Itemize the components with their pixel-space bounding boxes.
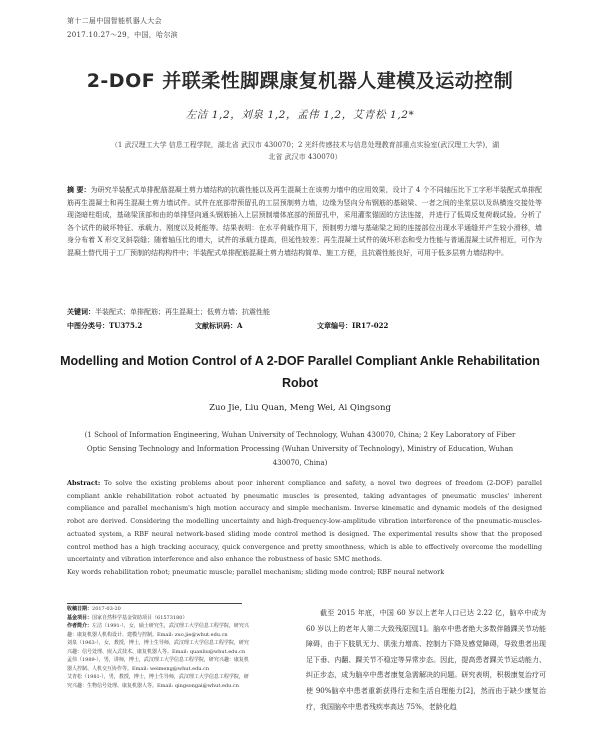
footnote-text: 刘泉（1963-），女，教授，博士，博士生导师，武汉理工大学信息工程学院，研究兴趣：信号处理、嵌入式技术、康复机器人等。Email: quanliu@whut.edu.cn xyxy=(67,640,249,655)
footnote-text: 2017-03-20 xyxy=(92,606,121,612)
title-cn: 2-DOF 并联柔性脚踝康复机器人建模及运动控制 xyxy=(86,70,514,92)
affiliation-en: (1 School of Information Engineering, Wuhan University of Technology, Wuhan 430070, China; 2 Key Laboratory of Fiber Optic Sensing Technology and Information Processing (Wuhan University of Technology), Ministry of Education, Wuhan 430070, China) xyxy=(84,431,516,467)
conference-name: 第十二届中国智能机器人大会 xyxy=(67,17,162,25)
footnote-text: 国家自然科学基金资助项目（61573180） xyxy=(92,614,188,621)
footnote xyxy=(67,656,250,673)
conference-date-place: 2017.10.27～29，中国，哈尔滨 xyxy=(67,31,178,39)
clc-value: TU375.2 xyxy=(109,321,143,330)
doc-code xyxy=(195,320,242,332)
footnote-text: 孟伟（1989-），男，讲师，博士，武汉理工大学信息工程学院，研究兴趣：康复机器人控制、人机交互协作等。Email: weimeng@whut.edu.cn xyxy=(67,657,249,672)
footnote-text: 艾青松（1981-），男，教授，博士，博士生导师，武汉理工大学信息工程学院，研究兴趣：生物信号处理、康复机器人等。Email: qingsongai@whut.edu.cn xyxy=(67,674,249,689)
keywords-cn-label: 关键词： xyxy=(67,307,95,316)
footnote-label: 作者简介： xyxy=(67,623,93,629)
keywords-en-text: rehabilitation robot; pneumatic muscle; parallel mechanism; sliding mode control; RBF neural network xyxy=(103,567,445,576)
clc-number xyxy=(67,320,142,332)
abstract-en-label: Abstract: xyxy=(67,479,101,487)
footnote-label: 收稿日期： xyxy=(67,606,93,612)
article-number-value: IR17-022 xyxy=(352,321,389,330)
footnotes xyxy=(67,605,250,690)
article-number xyxy=(317,320,388,332)
footnote-text: 左洁（1991-），女，硕士研究生，武汉理工大学信息工程学院，研究兴趣：康复机器人机构设计、建模与控制。Email: zuo.jie@whut.edu.cn xyxy=(67,623,249,638)
clc-label: 中图分类号： xyxy=(67,321,109,330)
footnote xyxy=(67,614,250,623)
authors-cn: 左洁 1,2，刘泉 1,2，孟伟 1,2，艾青松 1,2* xyxy=(185,109,415,121)
affiliation-cn: （1 武汉理工大学 信息工程学院，湖北省 武汉市 430070；2 光纤传感技术与信息处理教育部重点实验室(武汉理工大学)，湖北省 武汉市 430070） xyxy=(110,141,500,161)
introduction-text: 截至 2015 年底，中国 60 岁以上老年人口已达 2.22 亿，脑卒中成为 60 岁以上的老年人第二大致残原因[1]。脑卒中患者绝大多数伴随踝关节功能障碍，由于下肢肌无力、肌张力增高、控制力下降及感觉障碍，导致患者出现足下垂、内翻、踝关节不稳定等异常步态。因此，提高患者踝关节运动能力、纠正步态，成为脑卒中患者康复急需解决的问题。研究表明，积极康复治疗可使 90%脑卒中患者重新获得行走和生活自理能力[2]，然而由于缺少康复治疗，我国脑卒中患者残疾率高达 75%，老龄化趋 xyxy=(306,609,546,711)
keywords-en-label: Key words xyxy=(67,567,102,576)
authors-en: Zuo Jie, Liu Quan, Meng Wei, Ai Qingsong xyxy=(209,403,391,413)
abstract-cn-label: 摘 要： xyxy=(67,185,91,194)
keywords-cn xyxy=(67,306,542,318)
footnote xyxy=(67,673,250,690)
footnote xyxy=(67,639,250,656)
keywords-cn-text: 半装配式；单排配筋；再生混凝土；低剪力墙；抗震性能 xyxy=(95,308,270,316)
abstract-cn-text: 为研究半装配式单排配筋混凝土剪力墙结构的抗震性能以及再生混凝土在该剪力墙中的应用效果，设计了 4 个不同轴压比下工字形半装配式单排配筋再生混凝土和再生混凝土剪力墙试件。试件在底部带预留孔的工层预制剪力墙，边缘为竖向分布钢筋的基础梁、一者之间的坐浆层以及纵横连交接处等现浇暗柱组成，基础梁顶部和由的单排竖向通头钢筋插入上层预制墙体底部的预留孔中，采用灌浆锚固的方法连接，并进行了低周反复荷载试验。分析了各个试件的破坏特征、承载力、刚度以及耗能等。结果表明：在水平荷载作用下，预制剪力墙与基础梁之间的连接部位出现水平通缝并产生较小滑移，墙身分布着 X 形交叉斜裂缝；随着轴压比的增大，试件的承载力提高，但延性较差；再生混凝土试件的破坏形态和受力性能与普通混凝土试件相近，可作为混凝土替代用于工厂预制的结构构件中；半装配式单排配筋混凝土剪力墙结构简单、施工方便，且抗震性能良好，可用于低多层剪力墙结构中。 xyxy=(67,186,543,257)
abstract-cn xyxy=(67,184,542,260)
abstract-en-text: To solve the existing problems about poor inherent compliance and safety, a novel two degrees of freedom (2-DOF) parallel compliant ankle rehabilitation robot actuated by pneumatic muscles is presented, taking advantages of pneumatic muscles' inherent compliance and parallel mechanism's high motion accuracy and simple mechanism. Inverse kinematic and dynamic models of the designed robot are derived. Considering the modelling uncertainty and high-frequency-low-amplitude vibration interference of the pneumatic-muscles-actuated system, a RBF neural network-based sliding mode control method is designed. The experimental results show that the proposed control method has a high tracking accuracy, quick convergence and pretty smoothness, which is able to effectively overcome the modelling uncertainty and vibration interference and also enhance the robustness of basic SMC methods. xyxy=(67,479,542,564)
footnote xyxy=(67,622,250,639)
footnote-label: 基金项目： xyxy=(67,614,93,621)
footnote xyxy=(67,605,250,614)
article-number-label: 文章编号： xyxy=(317,321,352,330)
doc-value: A xyxy=(237,321,243,330)
footnote-rule xyxy=(67,603,242,604)
abstract-en xyxy=(67,477,542,579)
doc-label: 文献标识码： xyxy=(195,321,237,330)
title-en: Modelling and Motion Control of A 2-DOF Parallel Compliant Ankle Rehabilitation Robot xyxy=(60,354,540,390)
